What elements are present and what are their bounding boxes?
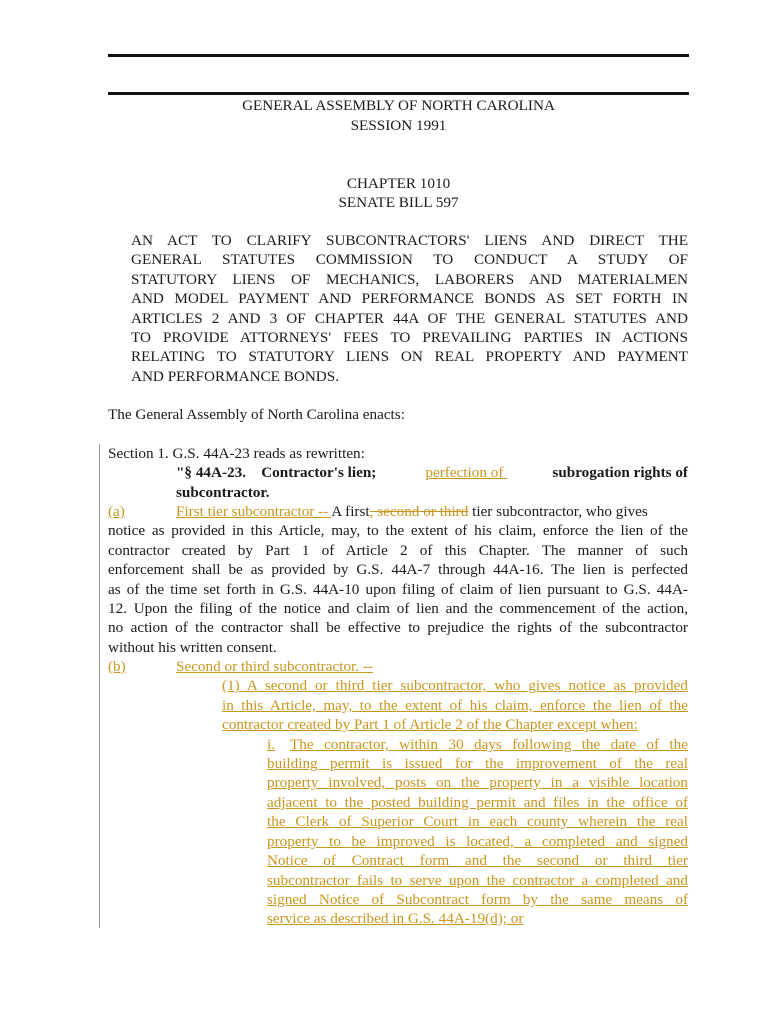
item-i-line: building permit is issued for the improvement of the real (267, 755, 688, 772)
statute-heading-text-2: subrogation rights of (552, 464, 688, 481)
subsection-b-heading: Second or third subcontractor. -- (176, 658, 373, 675)
enacting-clause: The General Assembly of North Carolina enacts: (108, 406, 405, 423)
title-line: RELATING TO STATUTORY LIENS ON REAL PROPERTY AND PAYMENT (131, 348, 688, 366)
title-line: AND PERFORMANCE BONDS. (131, 367, 340, 385)
subsection-a-line: 12. Upon the filing of the notice and claim of lien and the commencement of the action, (108, 600, 688, 617)
statute-heading (176, 463, 688, 482)
title-line: ARTICLES 2 AND 3 OF CHAPTER 44A OF THE GENERAL STATUTES AND (131, 309, 688, 327)
subsection-a-line: contractor created by Part 1 of Article 2 of this Chapter. The manner of such (108, 542, 688, 559)
subsection-a-first-line (176, 502, 688, 521)
item-i-line: service as described in G.S. 44A-19(d); or (267, 910, 524, 927)
top-rule (108, 54, 689, 57)
item-i-line: property to be improved is located, a completed and signed (267, 833, 688, 850)
statute-heading-inserted: perfection of (425, 464, 508, 481)
subsection-a-line: no action of the contractor shall be effective to prejudice the rights of the subcontractor (108, 619, 688, 636)
statute-heading-text: "§ 44A-23. Contractor's lien; (176, 464, 381, 481)
item-i-line: the Clerk of Superior Court in each county wherein the real (267, 813, 688, 830)
title-line: AND MODEL PAYMENT AND PERFORMANCE BONDS AS SET FORTH IN (131, 290, 688, 308)
subsection-a-deleted: , second or third (369, 503, 469, 520)
section-intro: Section 1. G.S. 44A-23 reads as rewritten: (108, 445, 365, 462)
subsection-a-text-start: A first (331, 503, 370, 520)
item-i-line: Notice of Contract form and the second or third tier (267, 852, 688, 869)
subsection-a-line: notice as provided in this Article, may, to the extent of his claim, enforce the lien of the (108, 522, 688, 539)
item-i-line: subcontractor fails to serve upon the contractor a completed and (267, 872, 688, 889)
subsection-b-para1-line: in this Article, may, to the extent of his claim, enforce the lien of the (222, 697, 688, 714)
statute-heading-line2: subcontractor. (176, 484, 270, 501)
subsection-a-text-after: tier subcontractor, who gives (468, 503, 648, 520)
title-line: GENERAL STATUTES COMMISSION TO CONDUCT A STUDY OF (131, 251, 688, 269)
subsection-b-para1-line: (1) A second or third tier subcontractor, who gives notice as provided (222, 677, 688, 694)
session-heading: SESSION 1991 (350, 117, 447, 134)
item-i-line: adjacent to the posted building permit and files in the office of (267, 794, 688, 811)
title-line: STATUTORY LIENS OF MECHANICS, LABORERS AND MATERIALMEN (131, 270, 688, 288)
item-i-label: i. (267, 736, 276, 753)
subsection-a-line: without his written consent. (108, 639, 277, 656)
item-i-line: signed Notice of Subcontract form by the same means of (267, 891, 688, 908)
subsection-a-line: enforcement shall be as provided by G.S. 44A-7 through 44A-16. The lien is perfected (108, 561, 688, 578)
item-i-line: property involved, posts on the property in a visible location (267, 774, 688, 791)
revision-margin-bar (99, 444, 100, 928)
title-line: TO PROVIDE ATTORNEYS' FEES TO PREVAILING PARTIES IN ACTIONS (131, 329, 688, 347)
subsection-a-line: as of the time set forth in G.S. 44A-10 upon filing of claim of lien pursuant to G.S. 44A- (108, 581, 688, 598)
header-rule (108, 92, 689, 95)
bill-heading: SENATE BILL 597 (338, 194, 459, 211)
subsection-b-label: (b) (108, 658, 126, 675)
title-line: AN ACT TO CLARIFY SUBCONTRACTORS' LIENS AND DIRECT THE (131, 232, 688, 249)
assembly-heading: GENERAL ASSEMBLY OF NORTH CAROLINA (242, 97, 555, 114)
subsection-b-para1-line: contractor created by Part 1 of Article 2 of the Chapter except when: (222, 716, 638, 733)
item-i-line: The contractor, within 30 days following the date of the (290, 736, 688, 753)
act-title (131, 231, 688, 386)
chapter-heading: CHAPTER 1010 (346, 175, 451, 192)
subsection-a-label: (a) (108, 503, 125, 520)
subsection-a-heading: First tier subcontractor -- (176, 503, 332, 520)
